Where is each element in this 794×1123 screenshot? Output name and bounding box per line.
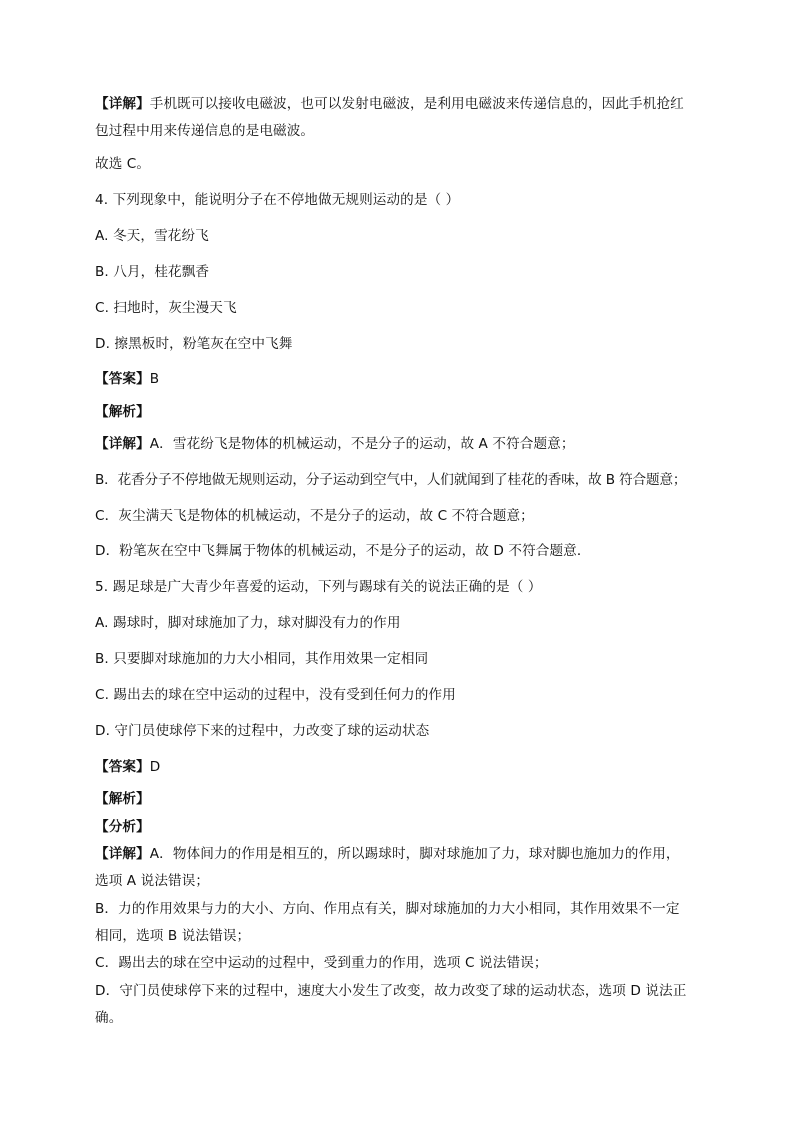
q5-detail-b-line-2: 相同，选项 B 说法错误；: [95, 928, 251, 944]
q3-choose: 故选 C。: [95, 156, 151, 172]
q5-option-c: C. 踢出去的球在空中运动的过程中，没有受到任何力的作用: [95, 687, 456, 703]
q5-fenxi-label: 【分析】: [95, 819, 150, 835]
q4-option-a: A. 冬天，雪花纷飞: [95, 228, 209, 244]
q5-detail-a-line-1: 【详解】A．物体间力的作用是相互的，所以踢球时，脚对球施加了力，球对脚也施加力的作用，: [95, 846, 680, 862]
q5-option-b: B. 只要脚对球施加的力大小相同，其作用效果一定相同: [95, 651, 429, 667]
q5-detail-d-line-1: D．守门员使球停下来的过程中，速度大小发生了改变，故力改变了球的运动状态，选项 D 说法正: [95, 983, 687, 999]
q4-detail-d: D．粉笔灰在空中飞舞属于物体的机械运动，不是分子的运动，故 D 不符合题意．: [95, 543, 591, 559]
q4-option-d: D. 擦黑板时，粉笔灰在空中飞舞: [95, 336, 293, 352]
q5-detail-c: C．踢出去的球在空中运动的过程中，受到重力的作用，选项 C 说法错误；: [95, 955, 548, 971]
q4-detail-a: 【详解】A．雪花纷飞是物体的机械运动，不是分子的运动，故 A 不符合题意；: [95, 436, 575, 452]
q4-option-c: C. 扫地时，灰尘漫天飞: [95, 300, 237, 316]
answer-value: B: [149, 371, 160, 387]
q4-analysis-label: 【解析】: [95, 404, 150, 420]
q5-detail-b-line-1: B．力的作用效果与力的大小、方向、作用点有关，脚对球施加的力大小相同，其作用效果不一定: [95, 901, 680, 917]
q5-option-a: A. 踢球时，脚对球施加了力，球对脚没有力的作用: [95, 615, 401, 631]
q5-detail-d-line-2: 确。: [95, 1010, 123, 1026]
q3-detail-line-1: 【详解】手机既可以接收电磁波，也可以发射电磁波，是利用电磁波来传递信息的，因此手机抢红: [95, 96, 684, 112]
q4-option-b: B. 八月，桂花飘香: [95, 264, 210, 280]
detail-label: 【详解】: [95, 846, 150, 862]
q4-detail-b: B．花香分子不停地做无规则运动，分子运动到空气中，人们就闻到了桂花的香味，故 B 符合题意；: [95, 472, 687, 488]
q4-answer: [95, 370, 159, 388]
q5-option-d: D. 守门员使球停下来的过程中，力改变了球的运动状态: [95, 723, 430, 739]
q5-stem: 5. 踢足球是广大青少年喜爱的运动，下列与踢球有关的说法正确的是（ ）: [95, 579, 542, 595]
q5-analysis-label: 【解析】: [95, 791, 150, 807]
detail-label: 【详解】: [95, 436, 150, 452]
q5-detail-a-line-2: 选项 A 说法错误；: [95, 873, 210, 889]
q5-answer: [95, 758, 160, 776]
q4-stem: 4. 下列现象中，能说明分子在不停地做无规则运动的是（ ）: [95, 192, 460, 208]
detail-label: 【详解】: [95, 96, 150, 112]
answer-label: 【答案】: [95, 371, 150, 387]
q4-detail-c: C．灰尘满天飞是物体的机械运动，不是分子的运动，故 C 不符合题意；: [95, 508, 534, 524]
q3-detail-line-2: 包过程中用来传递信息的是电磁波。: [95, 123, 315, 139]
answer-label: 【答案】: [95, 759, 150, 775]
answer-value: D: [149, 759, 161, 775]
